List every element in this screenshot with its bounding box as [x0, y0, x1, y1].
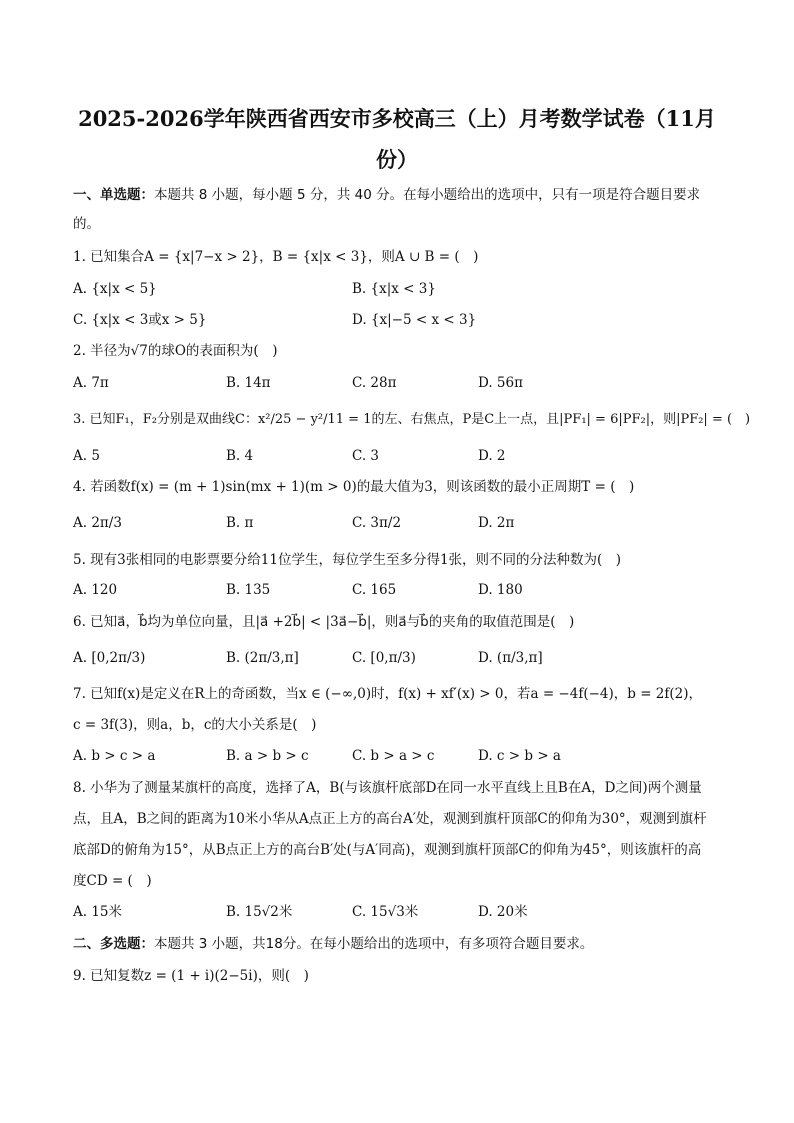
- question-8-option-b: B. 15√2米: [226, 904, 293, 920]
- question-4-option-d: D. 2π: [478, 515, 515, 531]
- section1-header: [73, 185, 700, 205]
- question-5-option-c: C. 165: [352, 582, 397, 598]
- question-1-option-d: D. {x|−5 < x < 3}: [352, 312, 477, 328]
- question-1-option-c: C. {x|x < 3或x > 5}: [73, 312, 207, 328]
- question-8-option-a: A. 15米: [73, 904, 123, 920]
- question-2-option-c: C. 28π: [352, 375, 397, 391]
- question-7-stem-line1: 7. 已知f(x)是定义在R上的奇函数，当x ∈ (−∞,0)时，f(x) + xf′(x) > 0，若a = −4f(−4)，b = 2f(2)，: [73, 686, 703, 702]
- question-5-option-b: B. 135: [226, 582, 271, 598]
- question-4-stem: 4. 若函数f(x) = (m + 1)sin(mx + 1)(m > 0)的最大值为3，则该函数的最小正周期T = ( ): [73, 479, 635, 495]
- question-9-stem: 9. 已知复数z = (1 + i)(2−5i)，则( ): [73, 968, 309, 984]
- question-2-option-b: B. 14π: [226, 375, 271, 391]
- question-5-option-d: D. 180: [478, 582, 523, 598]
- question-8-stem-line2: 点，且A，B之间的距离为10米小华从A点正上方的高台A′处，观测到旗杆顶部C的仰角为30°，观测到旗杆: [73, 811, 707, 827]
- question-8-stem-line4: 度CD = ( ): [73, 873, 152, 889]
- question-1-stem: 1. 已知集合A = {x|7−x > 2}，B = {x|x < 3}，则A ∪ B = ( ): [73, 249, 479, 265]
- question-8-stem-line3: 底部D的俯角为15°，从B点正上方的高台B′处(与A′同高)，观测到旗杆顶部C的仰角为45°，则该旗杆的高: [73, 842, 702, 858]
- question-1-option-a: A. {x|x < 5}: [73, 281, 157, 297]
- question-8-option-d: D. 20米: [478, 904, 528, 920]
- question-7-option-d: D. c > b > a: [478, 748, 561, 764]
- question-6-stem: 6. 已知a⃗，b⃗均为单位向量，且|a⃗ +2b⃗| < |3a⃗−b⃗|，则a⃗与b⃗的夹角的取值范围是( ): [73, 614, 575, 630]
- question-3-stem: 3. 已知F₁，F₂分别是双曲线C：x²/25 − y²/11 = 1的左、右焦点，P是C上一点，且|PF₁| = 6|PF₂|，则|PF₂| = ( ): [73, 412, 751, 427]
- question-7-option-b: B. a > b > c: [226, 748, 309, 764]
- question-2-option-a: A. 7π: [73, 375, 109, 391]
- question-2-stem: 2. 半径为√7的球O的表面积为( ): [73, 343, 278, 359]
- section2-description: 本题共 3 小题，共18分。在每小题给出的选项中，有多项符合题目要求。: [154, 936, 594, 952]
- question-6-option-a: A. [0,2π/3): [73, 650, 146, 666]
- question-6-option-c: C. [0,π/3): [352, 650, 416, 666]
- section1-description: 本题共 8 小题，每小题 5 分，共 40 分。在每小题给出的选项中，只有一项是符合题目要求: [154, 187, 701, 203]
- section1-description-cont: 的。: [73, 216, 100, 232]
- question-6-option-d: D. (π/3,π]: [478, 650, 543, 666]
- section1-heading: 一、单选题：: [73, 187, 154, 203]
- question-6-option-b: B. (2π/3,π]: [226, 650, 299, 666]
- question-3-option-b: B. 4: [226, 448, 254, 464]
- question-7-option-a: A. b > c > a: [73, 748, 156, 764]
- question-5-stem: 5. 现有3张相同的电影票要分给11位学生，每位学生至多分得1张，则不同的分法种数为( ): [73, 552, 622, 568]
- question-3-option-a: A. 5: [73, 448, 100, 464]
- question-3-option-c: C. 3: [352, 448, 380, 464]
- question-4-option-b: B. π: [226, 515, 254, 531]
- section2-heading: 二、多选题：: [73, 936, 154, 952]
- question-4-option-c: C. 3π/2: [352, 515, 402, 531]
- exam-title-line1: 2025-2026学年陕西省西安市多校高三（上）月考数学试卷（11月: [78, 106, 716, 131]
- exam-title-line2: 份）: [376, 147, 418, 172]
- question-5-option-a: A. 120: [73, 582, 118, 598]
- question-8-option-c: C. 15√3米: [352, 904, 419, 920]
- question-8-stem-line1: 8. 小华为了测量某旗杆的高度，选择了A，B(与该旗杆底部D在同一水平直线上且B在A，D之间)两个测量: [73, 780, 702, 796]
- question-7-option-c: C. b > a > c: [352, 748, 435, 764]
- question-7-stem-line2: c = 3f(3)，则a，b，c的大小关系是( ): [73, 717, 317, 733]
- question-3-option-d: D. 2: [478, 448, 506, 464]
- section2-header: [73, 934, 593, 954]
- question-2-option-d: D. 56π: [478, 375, 523, 391]
- question-1-option-b: B. {x|x < 3}: [352, 281, 436, 297]
- question-4-option-a: A. 2π/3: [73, 515, 122, 531]
